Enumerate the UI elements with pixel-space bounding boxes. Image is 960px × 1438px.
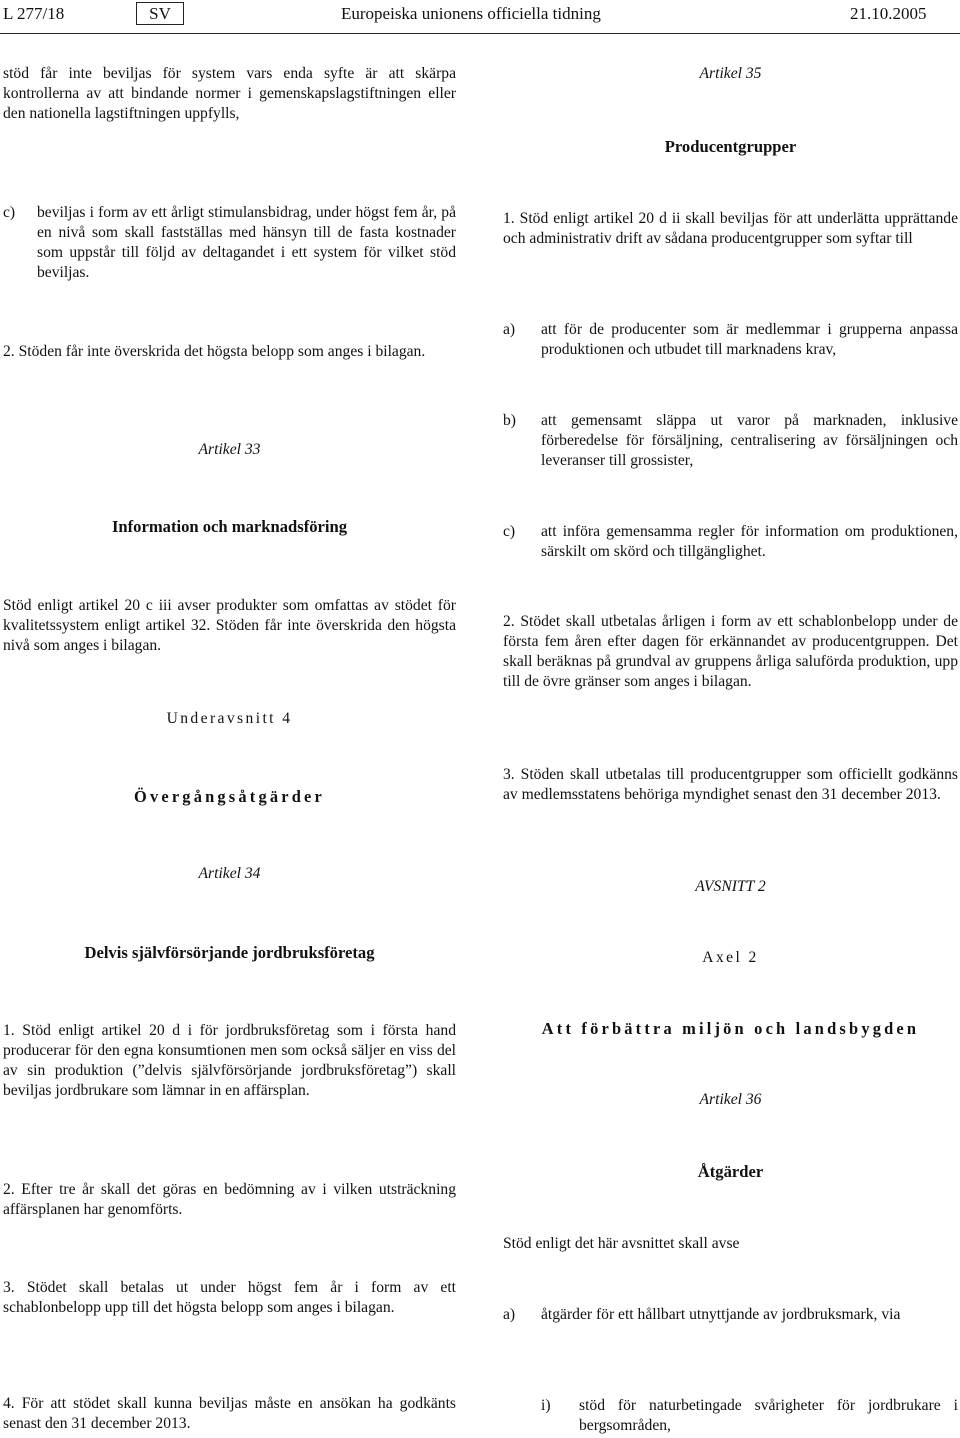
language-badge: SV <box>136 2 184 25</box>
journal-title: Europeiska unionens officiella tidning <box>341 4 601 23</box>
list-label: a) <box>503 321 516 338</box>
article-33-heading: Artikel 33 <box>198 441 261 458</box>
axis-heading: Axel 2 <box>702 949 759 966</box>
article-33-text: Stöd enligt artikel 20 c iii avser produkter som omfattas av stödet för kvalitetssystem enligt artikel 32. Stöden får inte överskrida den högsta nivå som anges i bilagan. <box>3 597 456 654</box>
article-36-title: Åtgärder <box>697 1162 764 1181</box>
subsection-heading: Underavsnitt 4 <box>166 710 293 727</box>
list-text: att gemensamt släppa ut varor på marknaden, inklusive förberedelse för försäljning, centralisering av försäljningen och leveranser till grossister, <box>541 412 958 469</box>
article-35-title: Producentgrupper <box>664 137 797 156</box>
list-text: åtgärder för ett hållbart utnyttjande av jordbruksmark, via <box>541 1306 901 1323</box>
article-34-p4: 4. För att stödet skall kunna beviljas måste en ansökan ha godkänts senast den 31 december 2013. <box>3 1395 456 1432</box>
article-34-heading: Artikel 34 <box>198 865 261 882</box>
article-35-p3: 3. Stöden skall utbetalas till producentgrupper som officiellt godkänns av medlemsstatens behöriga myndighet senast den 31 december 2013. <box>503 766 958 803</box>
article-33-title: Information och marknadsföring <box>111 517 348 536</box>
list-text: beviljas i form av ett årligt stimulansbidrag, under högst fem år, på en nivå som skall fastställas med hänsyn till de fasta kostnader som uppstår till följd av deltagandet i ett system för vilket stöd beviljas. <box>37 204 456 281</box>
list-label: b) <box>503 412 516 429</box>
subsection-title: Övergångsåtgärder <box>134 787 325 806</box>
list-text: att införa gemensamma regler för information om produktionen, särskilt om skörd och tillgänglighet. <box>541 523 958 560</box>
list-label: a) <box>503 1306 516 1323</box>
list-label: c) <box>503 523 516 540</box>
list-text: att för de producenter som är medlemmar i grupperna anpassa produktionen och utbudet till marknadens krav, <box>541 321 958 358</box>
header-rule <box>0 33 960 34</box>
article-34-p1: 1. Stöd enligt artikel 20 d i för jordbruksföretag som i första hand producerar för den egna konsumtionen men som också säljer en viss del av sin produktion (”delvis självförsörjande jordbruksföretag”) skall beviljas jordbrukare som lämnar in en affärsplan. <box>3 1022 456 1099</box>
intro-continuation: stöd får inte beviljas för system vars enda syfte är att skärpa kontrollerna av att bindande normer i gemenskapslagstiftningen eller den nationella lagstiftningen uppfylls, <box>3 65 456 122</box>
article-34-p3: 3. Stödet skall betalas ut under högst fem år i form av ett schablonbelopp upp till det högsta belopp som anges i bilagan. <box>3 1279 456 1316</box>
article-35-heading: Artikel 35 <box>699 65 762 82</box>
article-35-p2: 2. Stödet skall utbetalas årligen i form av ett schablonbelopp under de första fem åren efter dagen för erkännandet av producentgruppen. Det skall beräknas på grundval av gruppens årliga saluförda produktion, upp till de övre gränser som anges i bilagan. <box>503 613 958 690</box>
page-reference: L 277/18 <box>3 4 65 23</box>
list-text: stöd för naturbetingade svårigheter för jordbrukare i bergsområden, <box>579 1397 958 1434</box>
list-label: i) <box>541 1397 551 1414</box>
publication-date: 21.10.2005 <box>850 4 927 23</box>
article-34-p2: 2. Efter tre år skall det göras en bedömning av i vilken utsträckning affärsplanen har genomförts. <box>3 1181 456 1218</box>
article-36-heading: Artikel 36 <box>699 1091 762 1108</box>
section-title: Att förbättra miljön och landsbygden <box>541 1019 920 1038</box>
paragraph-2: 2. Stöden får inte överskrida det högsta belopp som anges i bilagan. <box>3 343 426 360</box>
section-heading: AVSNITT 2 <box>695 878 766 895</box>
article-36-intro: Stöd enligt det här avsnittet skall avse <box>503 1235 740 1252</box>
article-35-p1: 1. Stöd enligt artikel 20 d ii skall beviljas för att underlätta upprättande och administrativ drift av sådana producentgrupper som syftar till <box>503 210 958 247</box>
list-label: c) <box>3 204 16 221</box>
article-34-title: Delvis självförsörjande jordbruksföretag <box>84 943 375 962</box>
